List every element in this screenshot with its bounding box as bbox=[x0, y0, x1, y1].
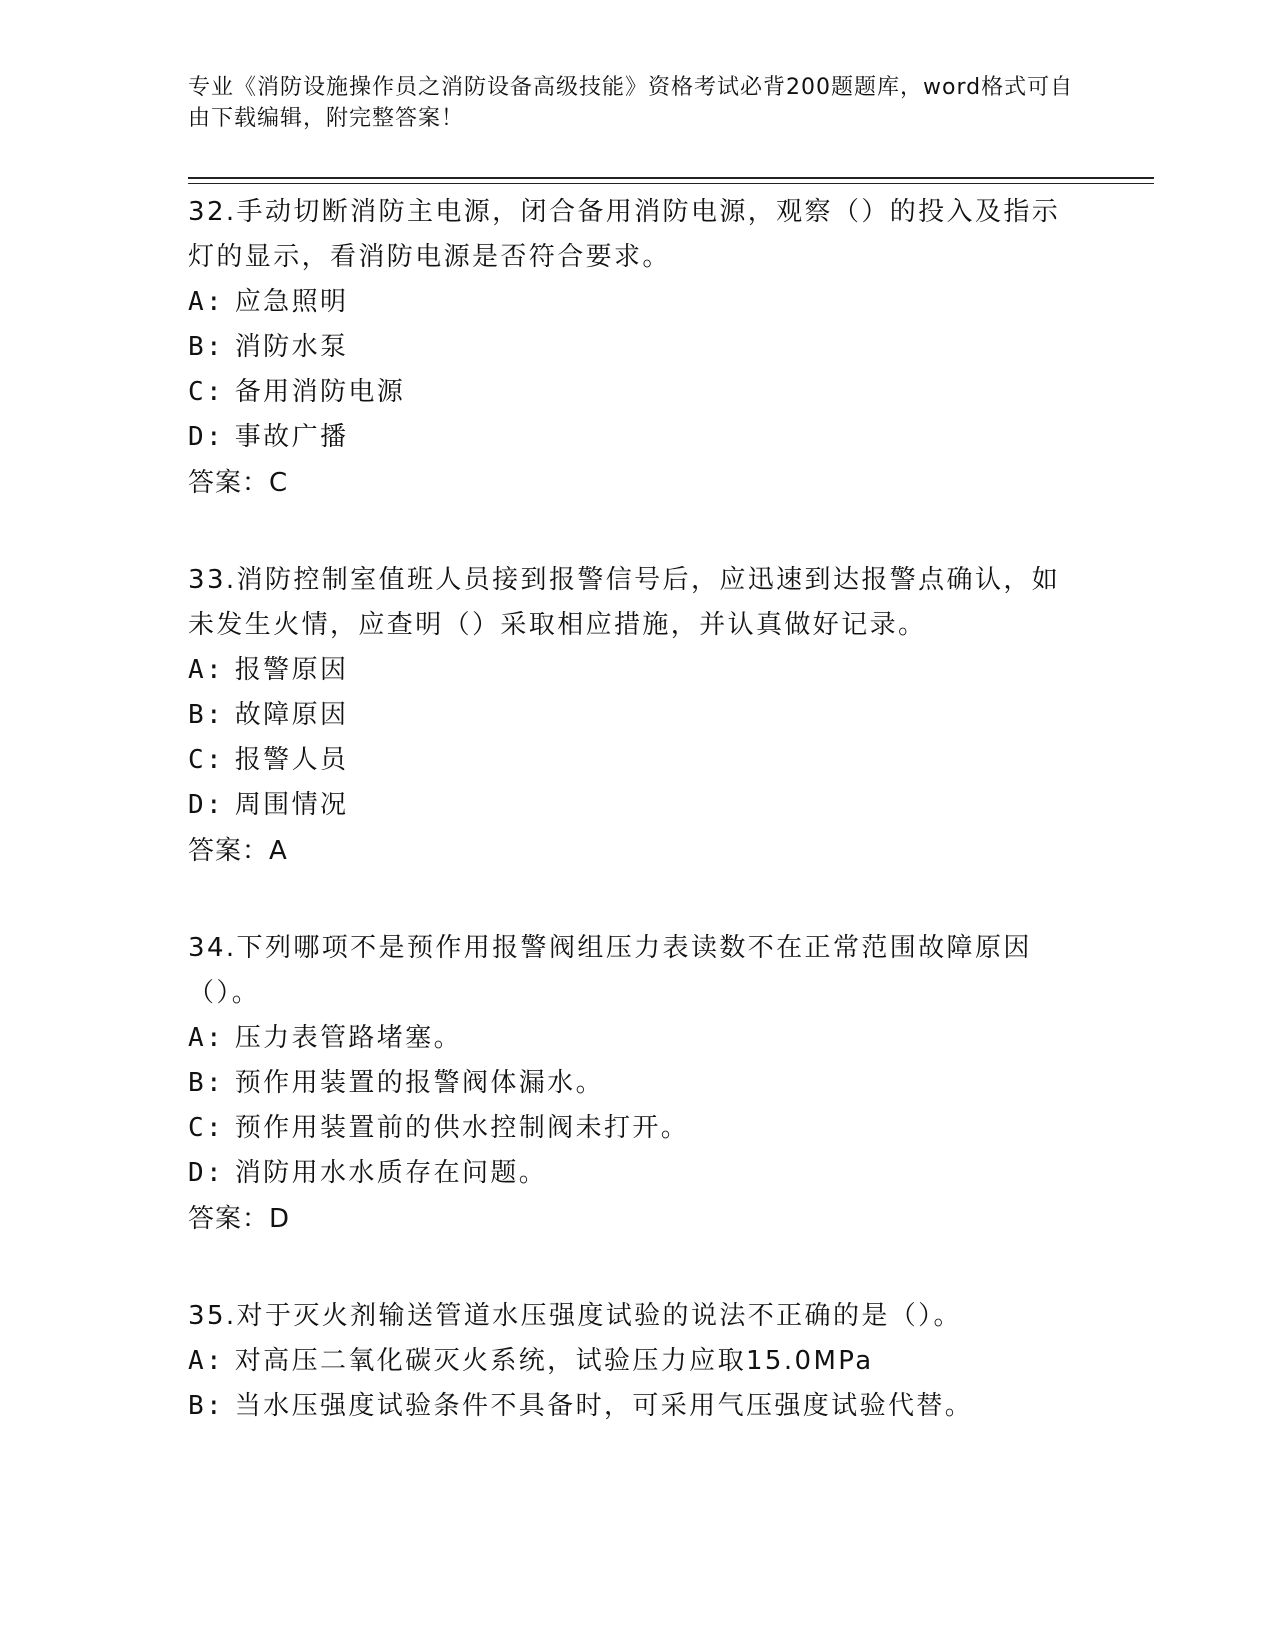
option-key: C: bbox=[188, 745, 225, 775]
question-stem: 35.对于灭火剂输送管道水压强度试验的说法不正确的是（）。 bbox=[188, 1301, 962, 1331]
option-key: A: bbox=[188, 655, 225, 685]
option-text: 预作用装置的报警阀体漏水。 bbox=[234, 1068, 604, 1098]
option-c bbox=[188, 370, 1088, 415]
option-a bbox=[188, 1339, 1088, 1384]
option-text: 消防水泵 bbox=[234, 332, 349, 362]
option-text: 预作用装置前的供水控制阀未打开。 bbox=[234, 1113, 690, 1143]
option-key: A: bbox=[188, 1346, 225, 1376]
option-text: 备用消防电源 bbox=[234, 377, 406, 407]
option-text: 压力表管路堵塞。 bbox=[234, 1023, 462, 1053]
option-text: 当水压强度试验条件不具备时，可采用气压强度试验代替。 bbox=[234, 1391, 974, 1421]
answer-label: 答案：A bbox=[188, 836, 288, 866]
option-key: D: bbox=[188, 422, 225, 452]
question-list bbox=[188, 190, 1088, 1481]
document-intro: 专业《消防设施操作员之消防设备高级技能》资格考试必背200题题库，word格式可自由下载编辑，附完整答案！ bbox=[188, 75, 1074, 131]
question-33 bbox=[188, 558, 1088, 874]
header-divider-thin bbox=[188, 183, 1154, 184]
question-34 bbox=[188, 926, 1088, 1242]
option-text: 消防用水水质存在问题。 bbox=[234, 1158, 548, 1188]
option-d bbox=[188, 415, 1088, 460]
option-d bbox=[188, 1151, 1088, 1196]
option-a bbox=[188, 1016, 1088, 1061]
answer-label: 答案：C bbox=[188, 468, 289, 498]
option-key: B: bbox=[188, 1068, 225, 1098]
answer-label: 答案：D bbox=[188, 1204, 291, 1234]
option-text: 报警人员 bbox=[234, 745, 349, 775]
question-stem: 33.消防控制室值班人员接到报警信号后，应迅速到达报警点确认，如未发生火情，应查明（）采取相应措施，并认真做好记录。 bbox=[188, 565, 1061, 640]
option-key: C: bbox=[188, 377, 225, 407]
option-key: A: bbox=[188, 1023, 225, 1053]
option-text: 应急照明 bbox=[234, 287, 349, 317]
question-32 bbox=[188, 190, 1088, 506]
option-a bbox=[188, 648, 1088, 693]
option-key: D: bbox=[188, 790, 225, 820]
option-b bbox=[188, 325, 1088, 370]
question-stem: 34.下列哪项不是预作用报警阀组压力表读数不在正常范围故障原因（）。 bbox=[188, 933, 1032, 1008]
option-c bbox=[188, 1106, 1088, 1151]
header-divider-thick bbox=[188, 177, 1154, 179]
option-text: 报警原因 bbox=[234, 655, 349, 685]
option-key: B: bbox=[188, 700, 225, 730]
question-35 bbox=[188, 1294, 1088, 1429]
option-text: 周围情况 bbox=[234, 790, 349, 820]
option-c bbox=[188, 738, 1088, 783]
question-stem: 32.手动切断消防主电源，闭合备用消防电源，观察（）的投入及指示灯的显示，看消防电源是否符合要求。 bbox=[188, 197, 1061, 272]
option-key: D: bbox=[188, 1158, 225, 1188]
option-b bbox=[188, 693, 1088, 738]
option-a bbox=[188, 280, 1088, 325]
option-d bbox=[188, 783, 1088, 828]
option-key: C: bbox=[188, 1113, 225, 1143]
option-text: 故障原因 bbox=[234, 700, 349, 730]
option-text: 事故广播 bbox=[234, 422, 349, 452]
option-text: 对高压二氧化碳灭火系统，试验压力应取15.0MPa bbox=[234, 1346, 874, 1376]
option-key: B: bbox=[188, 1391, 225, 1421]
option-key: B: bbox=[188, 332, 225, 362]
option-b bbox=[188, 1061, 1088, 1106]
option-key: A: bbox=[188, 287, 225, 317]
option-b bbox=[188, 1384, 1088, 1429]
